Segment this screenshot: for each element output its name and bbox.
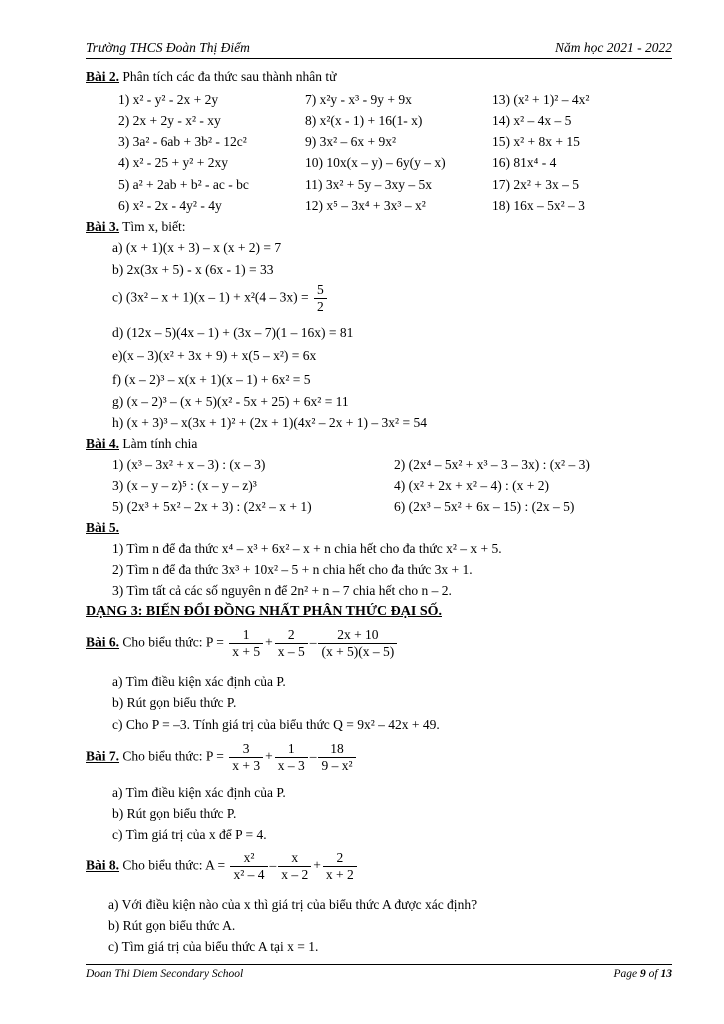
bai3-heading (86, 218, 186, 236)
bai2-item: 12) x⁵ – 3x⁴ + 3x³ – x² (305, 198, 426, 213)
bai2-item: 14) x² – 4x – 5 (492, 113, 572, 128)
bai2-item: 9) 3x² – 6x + 9x² (305, 134, 397, 149)
denominator: 9 – x² (318, 757, 355, 774)
bai3-c (112, 282, 329, 315)
bai4-heading (86, 435, 197, 453)
bai2-item: 11) 3x² + 5y – 3xy – 5x (305, 177, 433, 192)
bai5-heading (86, 519, 119, 537)
fraction (323, 850, 357, 883)
bai2-item: 18) 16x – 5x² – 3 (492, 198, 585, 213)
bai4-item: 3) (x – y – z)⁵ : (x – y – z)³ (112, 478, 257, 493)
numerator: 1 (287, 741, 295, 756)
denominator: x + 5 (229, 643, 263, 660)
bai6-title: Bài 6. (86, 634, 120, 650)
bai3-g: g) (x – 2)³ – (x + 5)(x² - 5x + 25) + 6x² = 11 (112, 394, 349, 409)
bai4-item: 5) (2x³ + 5x² – 2x + 3) : (2x² – x + 1) (112, 499, 312, 514)
fraction (278, 850, 311, 883)
denominator: x – 2 (278, 866, 311, 883)
page-label: Page (613, 968, 641, 980)
bai5-item: 1) Tìm n để đa thức x⁴ – x³ + 6x² – x + n chia hết cho đa thức x² – x + 5. (112, 541, 502, 556)
bai3-c-fraction (314, 282, 327, 315)
numerator: 1 (242, 627, 250, 642)
denominator: x + 3 (229, 757, 263, 774)
bai3-prompt: Tìm x, biết: (119, 219, 186, 234)
bai3-b: b) 2x(3x + 5) - x (6x - 1) = 33 (112, 262, 274, 277)
bai7-c: c) Tìm giá trị của x để P = 4. (112, 827, 267, 842)
bai8-prompt: Cho biểu thức: A = (119, 857, 226, 873)
fraction (230, 850, 267, 883)
operator: + (265, 634, 273, 650)
bai2-item: 10) 10x(x – y) – 6y(y – x) (305, 155, 446, 170)
bai6-expression (86, 627, 399, 660)
bai5-item: 3) Tìm tất cả các số nguyên n để 2n² + n – 7 chia hết cho n – 2. (112, 583, 452, 598)
bai2-prompt: Phân tích các đa thức sau thành nhân tử (119, 69, 337, 84)
bai6-a: a) Tìm điều kiện xác định của P. (112, 674, 286, 689)
bai7-prompt: Cho biểu thức: P = (119, 748, 224, 764)
bai4-item: 2) (2x⁴ – 5x² + x³ – 3 – 3x) : (x² – 3) (394, 457, 590, 472)
numerator: 18 (330, 741, 344, 756)
bai5-title: Bài 5. (86, 520, 120, 535)
numerator: x² (243, 850, 255, 865)
bai2-item: 1) x² - y² - 2x + 2y (118, 92, 219, 107)
bai5-item: 2) Tìm n để đa thức 3x³ + 10x² – 5 + n chia hết cho đa thức 3x + 1. (112, 562, 473, 577)
operator: + (265, 748, 273, 764)
footer-page-number (614, 968, 672, 980)
bai6-b: b) Rút gọn biểu thức P. (112, 695, 237, 710)
operator: + (313, 857, 321, 873)
bai8-a: a) Với điều kiện nào của x thì giá trị của biểu thức A được xác định? (108, 897, 478, 912)
operator: – (269, 857, 277, 873)
bai2-item: 2) 2x + 2y - x² - xy (118, 113, 221, 128)
bai2-item: 15) x² + 8x + 15 (492, 134, 580, 149)
bai2-item: 16) 81x⁴ - 4 (492, 155, 557, 170)
bai2-item: 5) a² + 2ab + b² - ac - bc (118, 177, 249, 192)
denominator: x – 3 (275, 757, 308, 774)
bai3-h: h) (x + 3)³ – x(3x + 1)² + (2x + 1)(4x² – 2x + 1) – 3x² = 54 (112, 415, 427, 430)
bai6-c: c) Cho P = –3. Tính giá trị của biểu thức Q = 9x² – 42x + 49. (112, 717, 440, 732)
numerator: 5 (317, 282, 324, 297)
bai3-d: d) (12x – 5)(4x – 1) + (3x – 7)(1 – 16x) = 81 (112, 325, 354, 340)
numerator: 2x + 10 (337, 627, 379, 642)
header-school: Trường THCS Đoàn Thị Điểm (86, 40, 250, 55)
fraction (275, 627, 308, 660)
page-total: 13 (660, 968, 672, 980)
operator: – (309, 748, 317, 764)
bai3-c-left: c) (3x² – x + 1)(x – 1) + x²(4 – 3x) = (112, 289, 309, 305)
bai6-prompt: Cho biểu thức: P = (119, 634, 224, 650)
bai2-item: 6) x² - 2x - 4y² - 4y (118, 198, 222, 213)
fraction (275, 741, 308, 774)
denominator: (x + 5)(x – 5) (318, 643, 397, 660)
bai3-f: f) (x – 2)³ – x(x + 1)(x – 1) + 6x² = 5 (112, 372, 311, 387)
bai4-prompt: Làm tính chia (119, 436, 198, 451)
section-heading-dang3: DẠNG 3: BIẾN ĐỔI ĐỒNG NHẤT PHÂN THỨC ĐẠI SỐ. (86, 604, 442, 619)
fraction (229, 741, 263, 774)
numerator: 2 (336, 850, 344, 865)
header-year: Năm học 2021 - 2022 (555, 40, 672, 55)
bai3-title: Bài 3. (86, 219, 120, 234)
page-current: 9 (640, 968, 646, 980)
bai8-title: Bài 8. (86, 857, 120, 873)
numerator: 3 (242, 741, 250, 756)
bai8-b: b) Rút gọn biểu thức A. (108, 918, 236, 933)
bai2-item: 7) x²y - x³ - 9y + 9x (305, 92, 412, 107)
bai2-item: 8) x²(x - 1) + 16(1- x) (305, 113, 423, 128)
bai4-item: 1) (x³ – 3x² + x – 3) : (x – 3) (112, 457, 266, 472)
fraction (229, 627, 263, 660)
bai4-item: 4) (x² + 2x + x² – 4) : (x + 2) (394, 478, 550, 493)
footer-school: Doan Thi Diem Secondary School (86, 968, 244, 980)
operator: – (309, 634, 317, 650)
denominator: x + 2 (323, 866, 357, 883)
bai7-expression (86, 741, 358, 774)
numerator: x (291, 850, 299, 865)
denominator: 2 (314, 298, 327, 315)
denominator: x – 5 (275, 643, 308, 660)
bai7-b: b) Rút gọn biểu thức P. (112, 806, 237, 821)
bai2-item: 3) 3a² - 6ab + 3b² - 12c² (118, 134, 247, 149)
page-of: of (645, 968, 661, 980)
bai8-expression (86, 850, 359, 883)
bai2-item: 17) 2x² + 3x – 5 (492, 177, 580, 192)
bai4-item: 6) (2x³ – 5x² + 6x – 15) : (2x – 5) (394, 499, 575, 514)
bai3-a: a) (x + 1)(x + 3) – x (x + 2) = 7 (112, 240, 282, 255)
fraction (318, 627, 397, 660)
bai2-heading (86, 68, 336, 86)
bai7-a: a) Tìm điều kiện xác định của P. (112, 785, 286, 800)
denominator: x² – 4 (230, 866, 267, 883)
page-header (86, 40, 672, 59)
bai7-title: Bài 7. (86, 748, 120, 764)
page-footer (86, 964, 672, 985)
bai2-item: 13) (x² + 1)² – 4x² (492, 92, 590, 107)
bai3-e: e)(x – 3)(x² + 3x + 9) + x(5 – x²) = 6x (112, 348, 317, 363)
fraction (318, 741, 355, 774)
bai8-c: c) Tìm giá trị của biểu thức A tại x = 1. (108, 939, 319, 954)
bai4-title: Bài 4. (86, 436, 120, 451)
numerator: 2 (287, 627, 295, 642)
bai2-item: 4) x² - 25 + y² + 2xy (118, 155, 228, 170)
bai2-title: Bài 2. (86, 69, 120, 84)
